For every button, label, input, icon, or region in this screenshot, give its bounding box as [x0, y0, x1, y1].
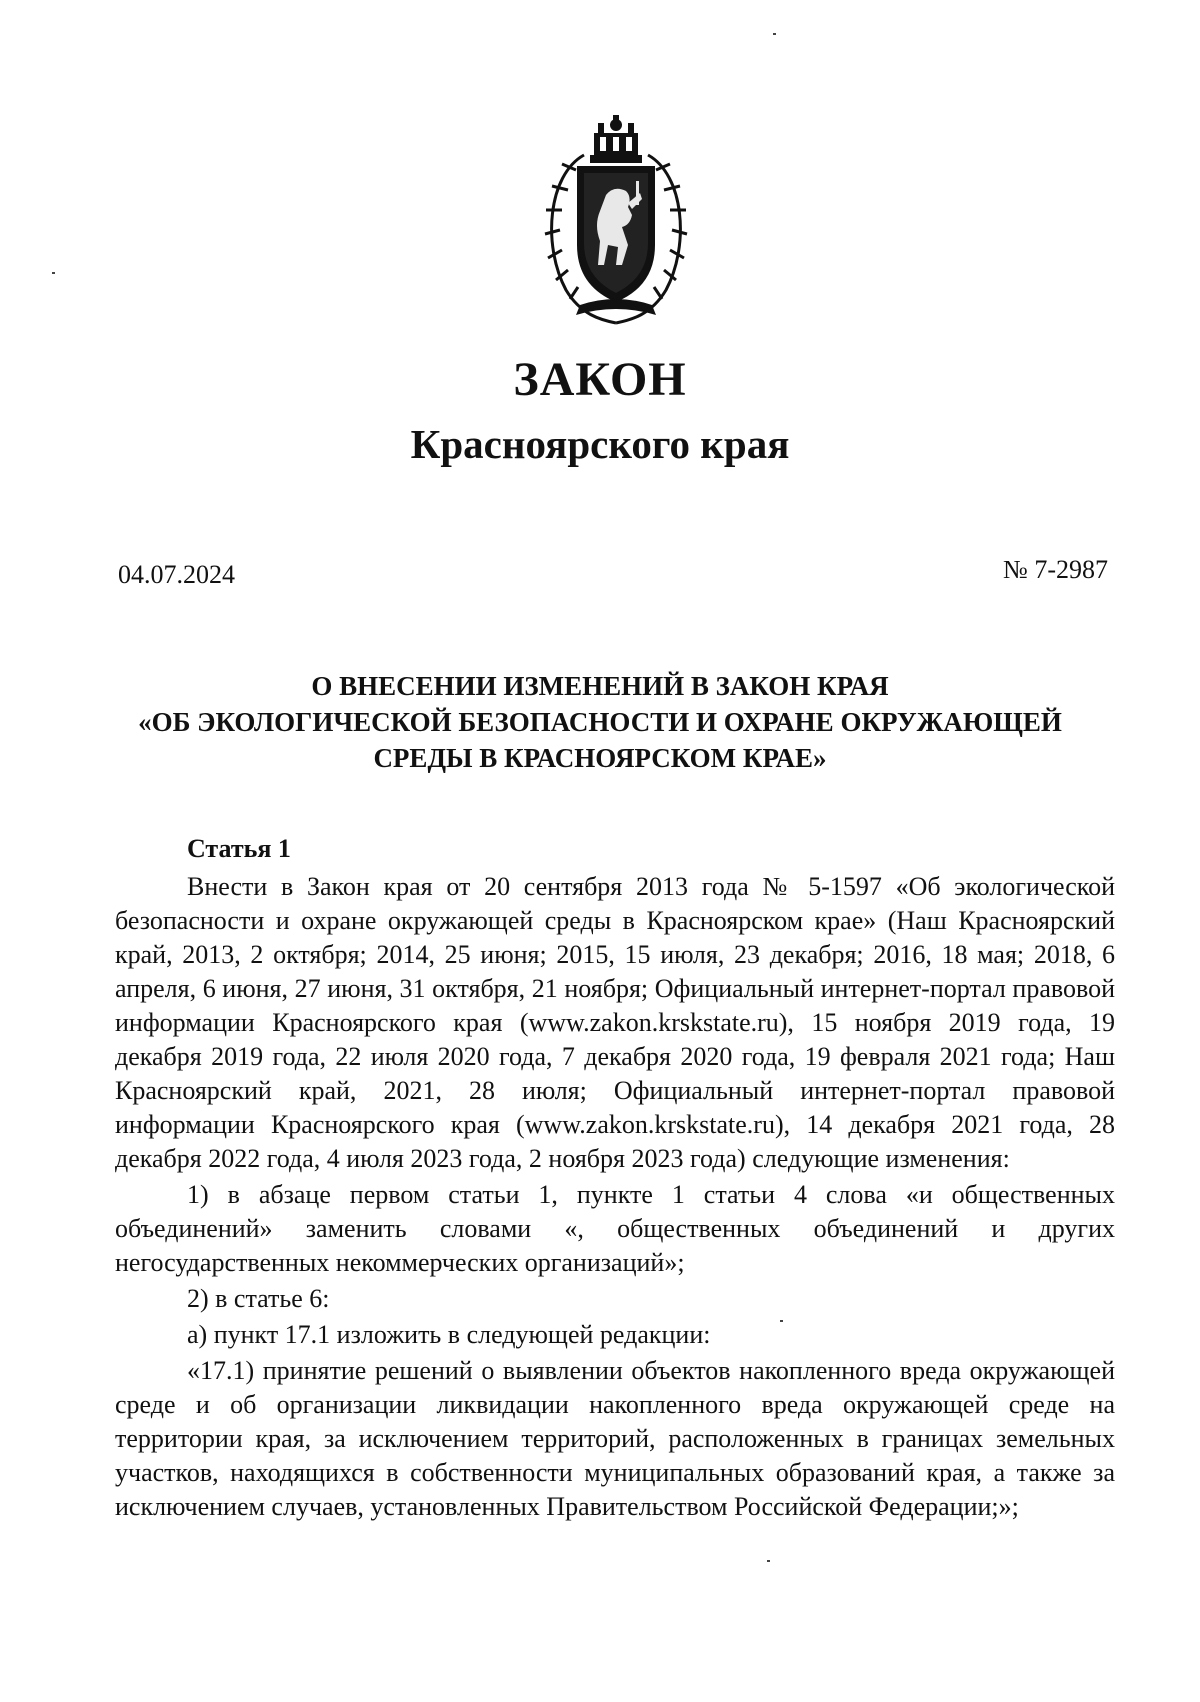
scan-speck: [780, 1320, 783, 1322]
document-body: [115, 832, 1115, 1524]
scan-speck: [767, 1560, 770, 1562]
law-number: № 7-2987: [1003, 555, 1108, 584]
document-title: ЗАКОН: [513, 353, 687, 406]
law-heading: [100, 668, 1100, 776]
law-heading-line: «ОБ ЭКОЛОГИЧЕСКОЙ БЕЗОПАСНОСТИ И ОХРАНЕ ОКРУЖАЮЩЕЙ: [138, 707, 1062, 737]
article-paragraph: а) пункт 17.1 изложить в следующей редакции:: [187, 1320, 711, 1349]
article-paragraph: 1) в абзаце первом статьи 1, пункте 1 статьи 4 слова «и общественных объединений» заменить словами «, общественных объединений и других негосударственных некоммерческих организаций»;: [115, 1180, 1115, 1277]
law-heading-line: СРЕДЫ В КРАСНОЯРСКОМ КРАЕ»: [373, 743, 827, 773]
article-paragraph: 2) в статье 6:: [187, 1284, 330, 1313]
scan-speck: [773, 33, 776, 35]
article-title: Статья 1: [187, 834, 291, 863]
scan-speck: [52, 272, 55, 274]
law-date: 04.07.2024: [118, 560, 235, 589]
article-paragraph: «17.1) принятие решений о выявлении объектов накопленного вреда окружающей среде и об организации ликвидации накопленного вреда окружающей среде на территории края, за исключением территорий, расположенных в границах земельных участков, находящихся в собственности муниципальных образований края, а также за исключением случаев, установленных Правительством Российской Федерации;»;: [115, 1356, 1115, 1521]
document-subtitle: Красноярского края: [410, 421, 790, 467]
article-paragraph: Внести в Закон края от 20 сентября 2013 года № 5-1597 «Об экологической безопасности и охране окружающей среды в Красноярском крае» (Наш Красноярский край, 2013, 2 октября; 2014, 25 июня; 2015, 15 июля, 23 декабря; 2016, 18 мая; 2018, 6 апреля, 6 июня, 27 июня, 31 октября, 21 ноября; Официальный интернет-портал правовой информации Красноярского края (www.zakon.krskstate.ru), 15 ноября 2019 года, 19 декабря 2019 года, 22 июля 2020 года, 7 декабря 2020 года, 19 февраля 2021 года; Наш Красноярский край, 2021, 28 июля; Официальный интернет-портал правовой информации Красноярского края (www.zakon.krskstate.ru), 14 декабря 2021 года, 28 декабря 2022 года, 4 июля 2023 года, 2 ноября 2023 года) следующие изменения:: [115, 872, 1115, 1173]
coat-of-arms-icon: [536, 115, 696, 330]
law-heading-line: О ВНЕСЕНИИ ИЗМЕНЕНИЙ В ЗАКОН КРАЯ: [311, 671, 889, 701]
